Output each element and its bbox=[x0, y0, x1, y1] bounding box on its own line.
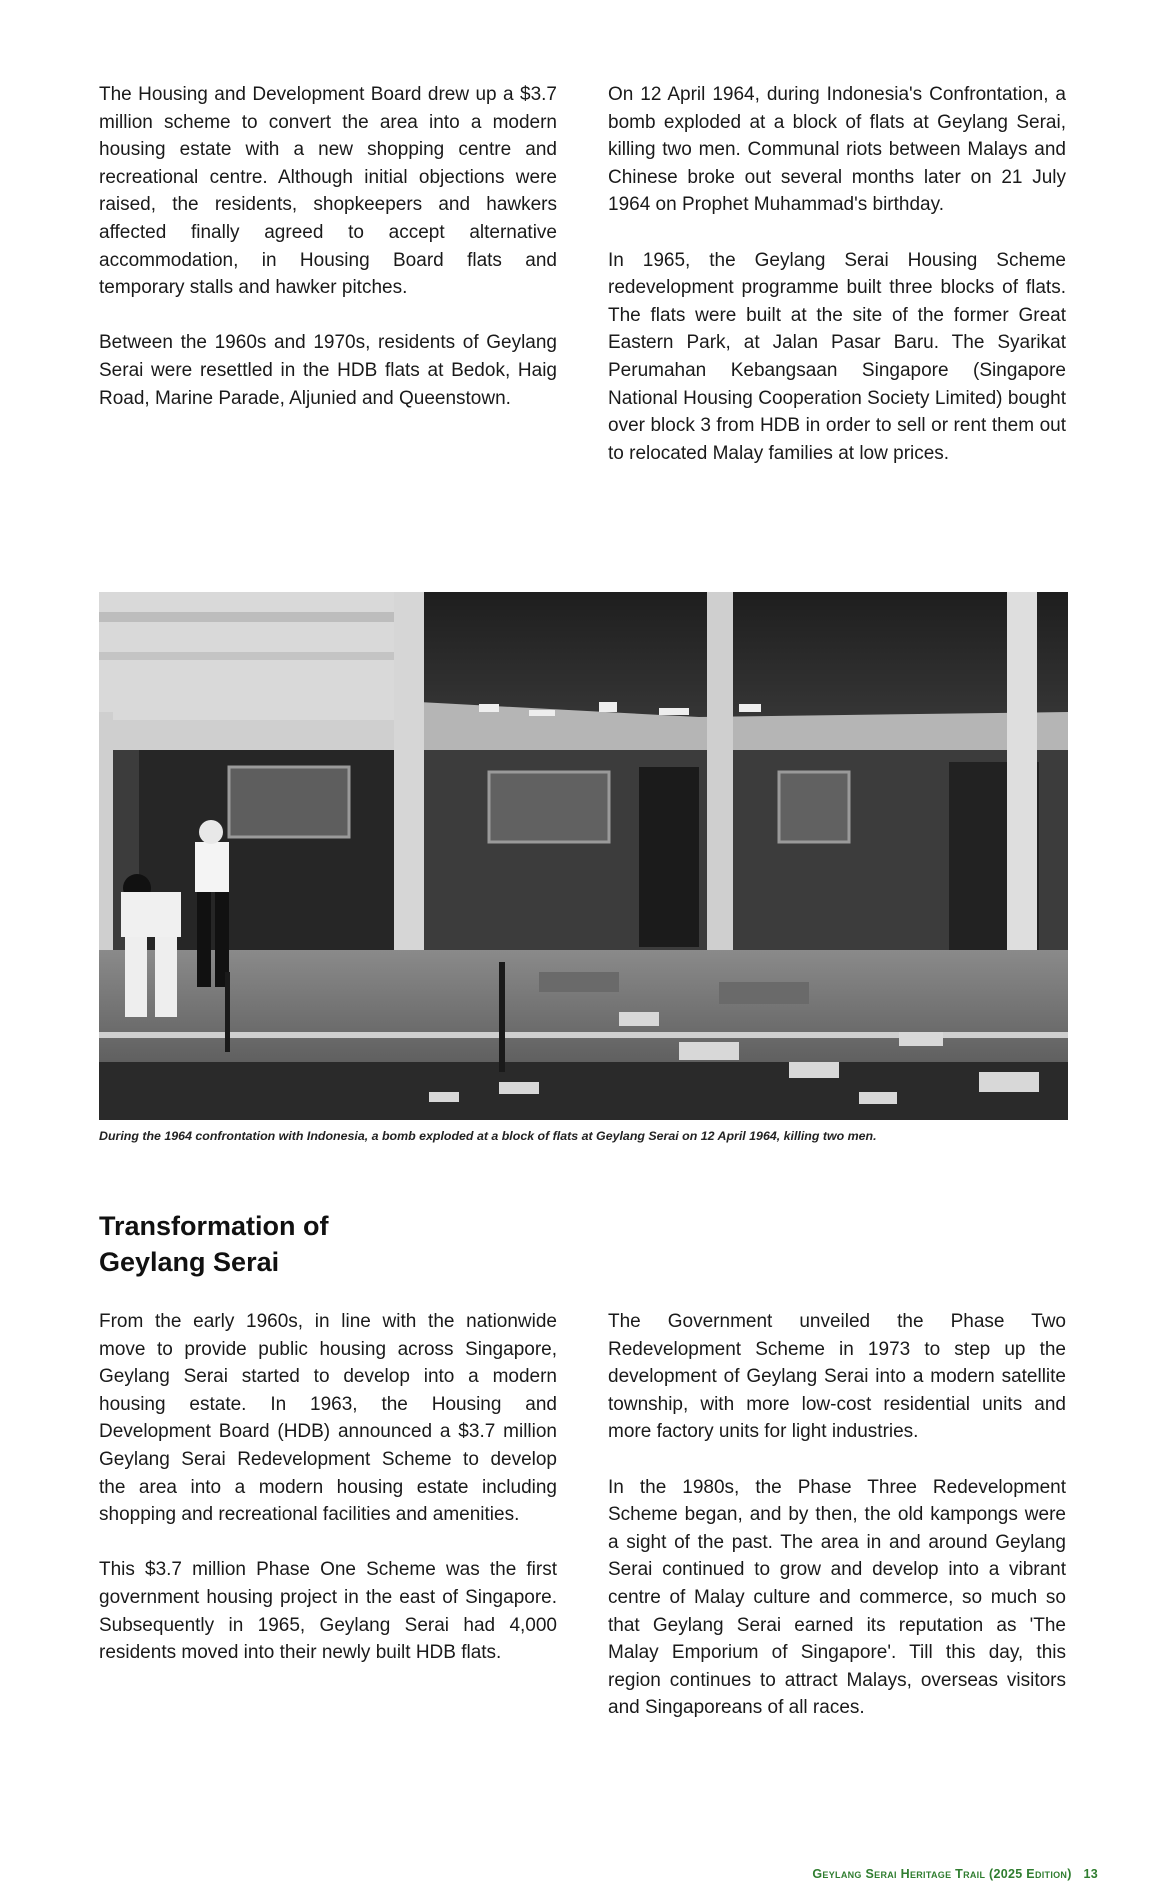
paragraph: Between the 1960s and 1970s, residents of Geylang Serai were resettled in the HDB flats at Bedok, Haig Road, Marine Parade, Aljunied and Queenstown. bbox=[99, 332, 557, 409]
paragraph: In 1965, the Geylang Serai Housing Scheme redevelopment programme built three blocks of flats. The flats were built at the site of the former Great Eastern Park, at Jalan Pasar Baru. The Syarikat Perumahan Kebangsaan Singapore (Singapore National Housing Cooperation Society Limited) bought over block 3 from HDB in order to sell or rent them out to relocated Malay families at low prices. bbox=[608, 249, 1066, 464]
bottom-right-column bbox=[608, 1308, 1066, 1722]
section-title bbox=[99, 1208, 329, 1280]
paragraph: This $3.7 million Phase One Scheme was the first government housing project in the east of Singapore. Subsequently in 1965, Geylang Serai had 4,000 residents moved into their newly built HDB flats. bbox=[99, 1559, 557, 1664]
page-footer bbox=[812, 1867, 1098, 1881]
section-title-line: Geylang Serai bbox=[99, 1247, 280, 1277]
bombed-flats-photo bbox=[99, 592, 1068, 1120]
top-right-column bbox=[608, 81, 1066, 467]
footer-trail-title: Geylang Serai Heritage Trail (2025 Edition) bbox=[812, 1867, 1072, 1881]
bottom-left-column bbox=[99, 1308, 557, 1667]
section-title-line: Transformation of bbox=[99, 1211, 329, 1241]
page-number: 13 bbox=[1083, 1867, 1098, 1881]
paragraph: From the early 1960s, in line with the nationwide move to provide public housing across Singapore, Geylang Serai started to develop into a modern housing estate. In 1963, the Housing and Development Board (HDB) announced a $3.7 million Geylang Serai Redevelopment Scheme to develop the area into a modern housing estate including shopping and recreational facilities and amenities. bbox=[99, 1311, 557, 1526]
photo-caption: During the 1964 confrontation with Indonesia, a bomb exploded at a block of flats at Geylang Serai on 12 April 1964, killing two men. bbox=[99, 1129, 877, 1143]
top-left-column bbox=[99, 81, 557, 412]
paragraph: The Housing and Development Board drew up a $3.7 million scheme to convert the area into a modern housing estate with a new shopping centre and recreational centre. Although initial objections were raised, the residents, shopkeepers and hawkers affected finally agreed to accept alternative accommodation, in Housing Board flats and temporary stalls and hawker pitches. bbox=[99, 84, 557, 299]
paragraph: In the 1980s, the Phase Three Redevelopment Scheme began, and by then, the old kampongs were a sight of the past. The area in and around Geylang Serai continued to grow and develop into a vibrant centre of Malay culture and commerce, so much so that Geylang Serai earned its reputation as 'The Malay Emporium of Singapore'. Till this day, this region continues to attract Malays, overseas visitors and Singaporeans of all races. bbox=[608, 1476, 1066, 1719]
paragraph: The Government unveiled the Phase Two Redevelopment Scheme in 1973 to step up the development of Geylang Serai into a modern satellite township, with more low-cost residential units and more factory units for light industries. bbox=[608, 1311, 1066, 1443]
historical-photo bbox=[99, 592, 1068, 1120]
paragraph: On 12 April 1964, during Indonesia's Confrontation, a bomb exploded at a block of flats at Geylang Serai, killing two men. Communal riots between Malays and Chinese broke out several months later on 21 July 1964 on Prophet Muhammad's birthday. bbox=[608, 84, 1066, 216]
